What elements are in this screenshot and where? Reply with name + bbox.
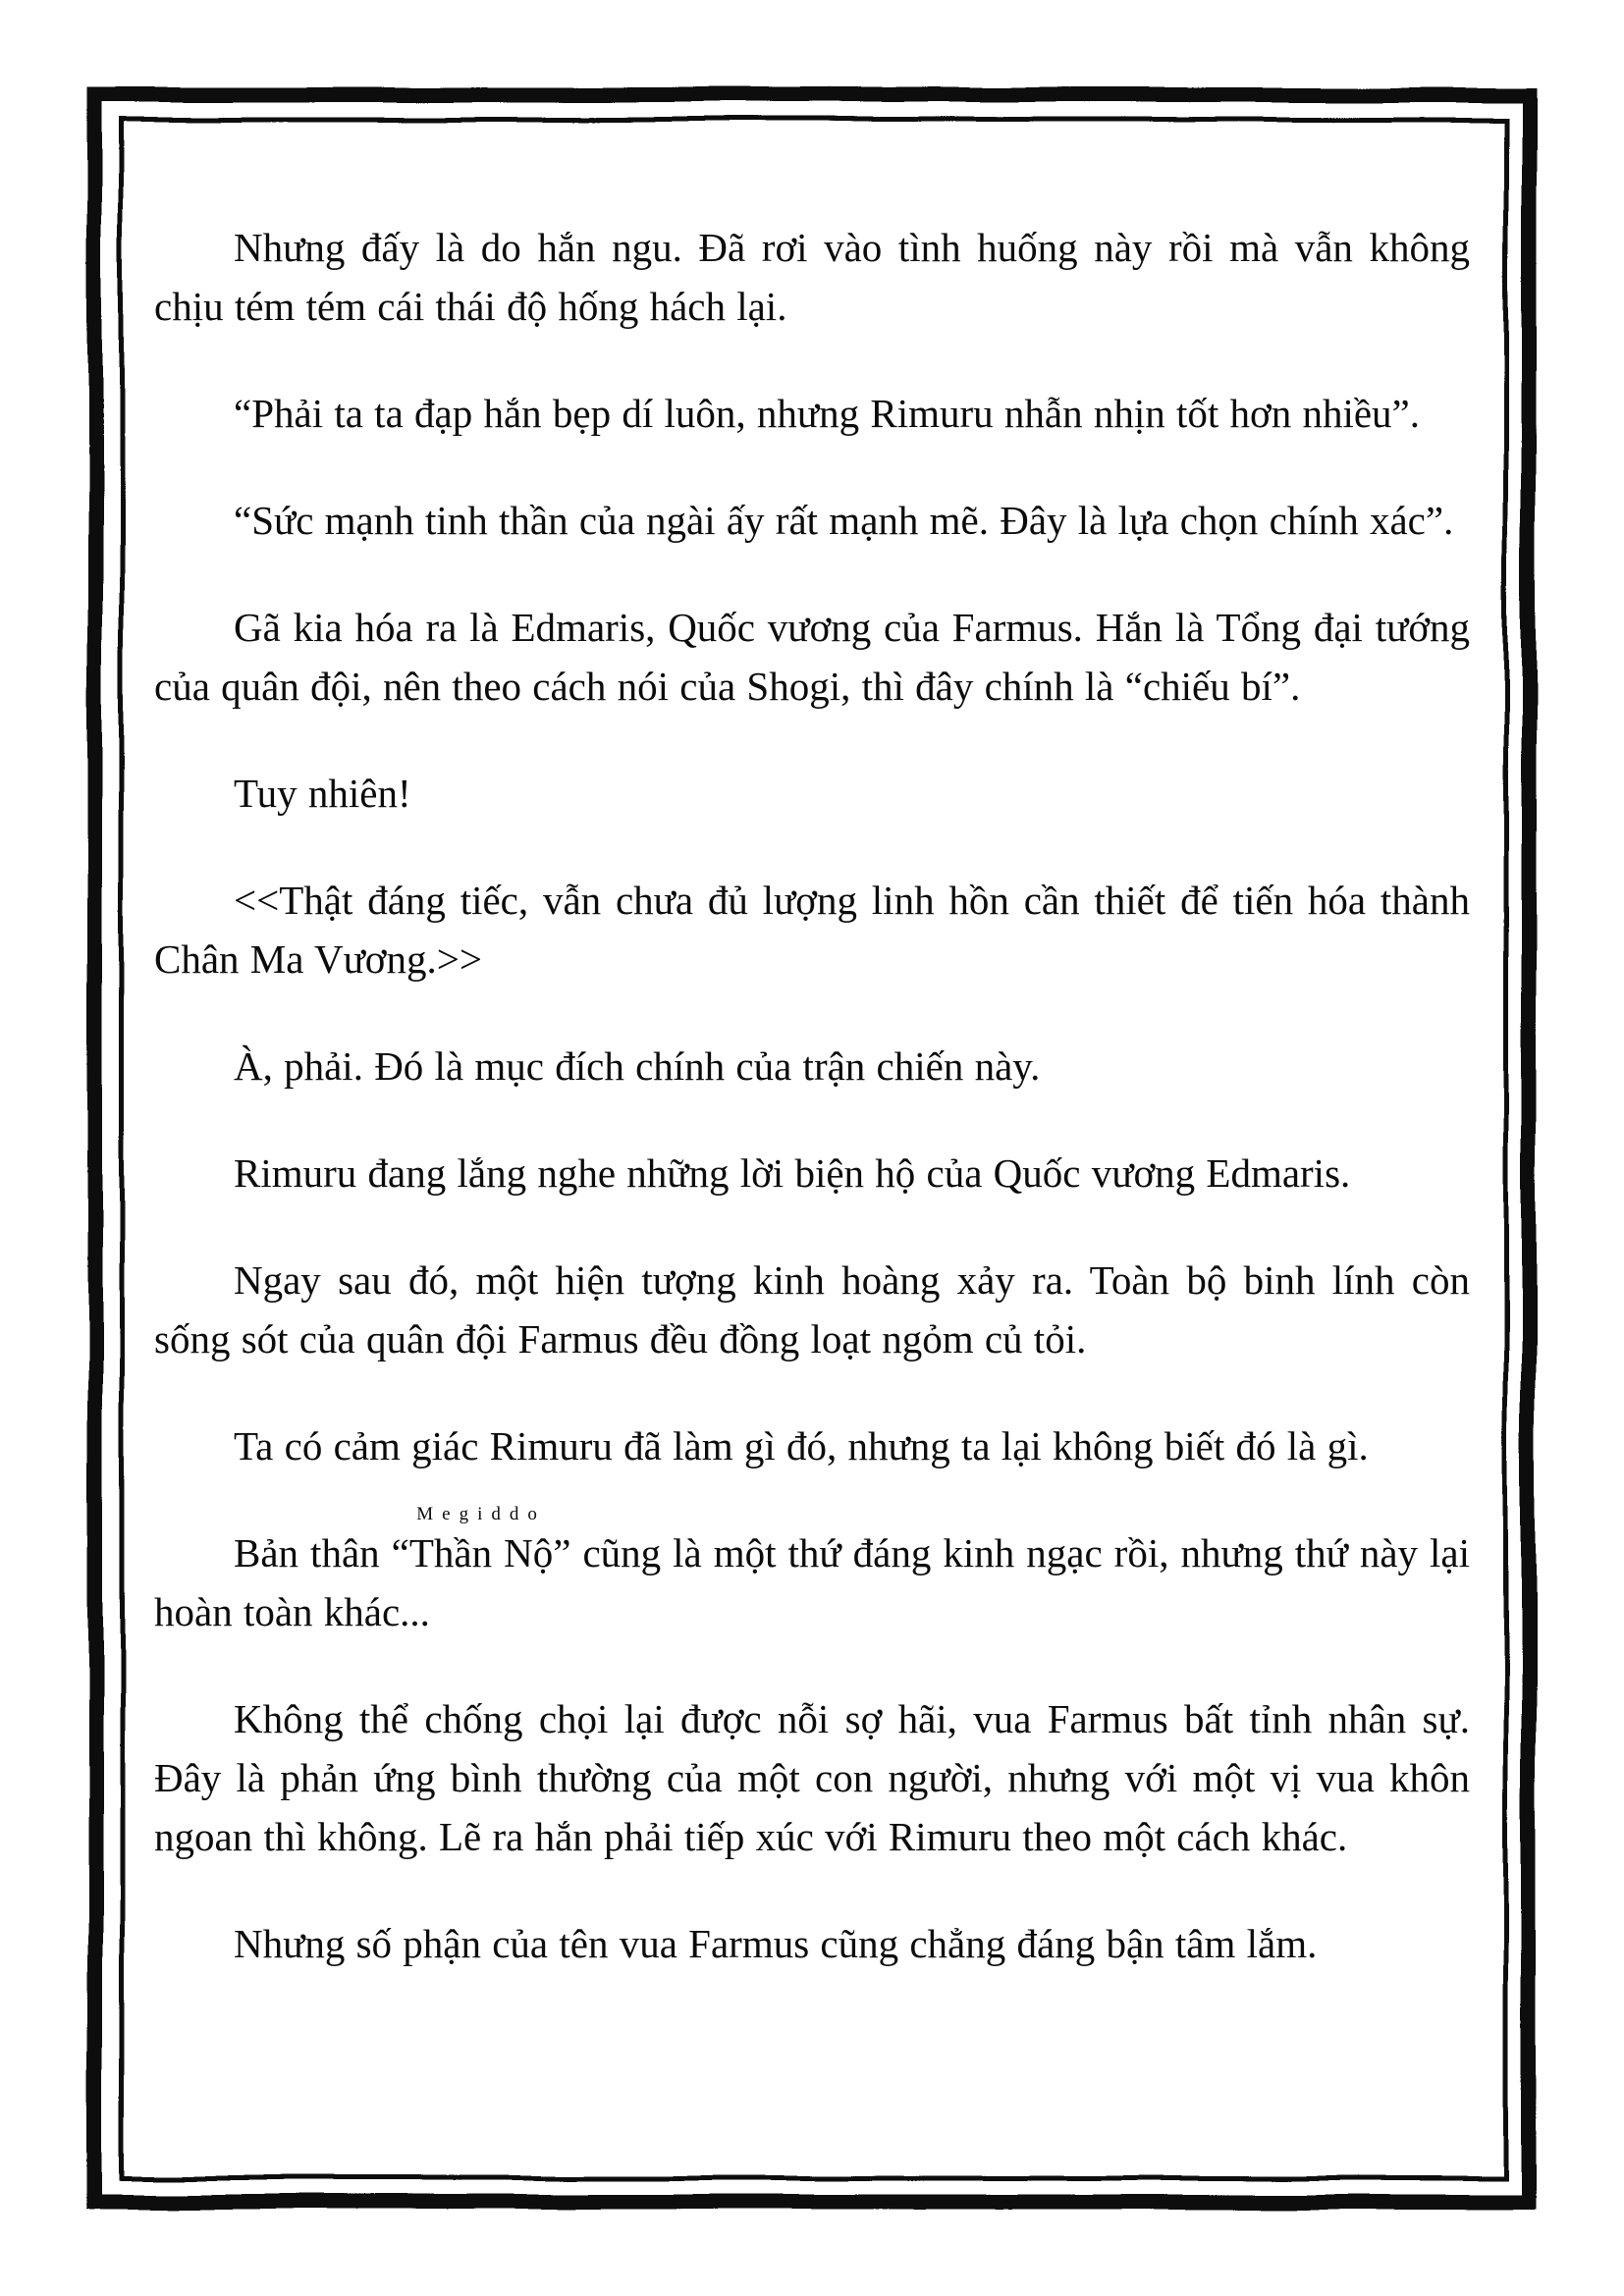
ruby-annotation-megiddo: Megiddo xyxy=(416,1504,546,1524)
text-block xyxy=(154,218,1470,2021)
paragraph-13: Nhưng số phận của tên vua Farmus cũng chẳng đáng bận tâm lắm. xyxy=(234,1921,1318,1966)
ruby-base-than-no: Thần Nộ xyxy=(408,1530,554,1575)
paragraph-2: “Phải ta ta đạp hắn bẹp dí luôn, nhưng Rimuru nhẫn nhịn tốt hơn nhiều”. xyxy=(234,391,1420,436)
paragraph-6: <<Thật đáng tiếc, vẫn chưa đủ lượng linh hồn cần thiết để tiến hóa thành Chân Ma Vương.>> xyxy=(154,878,1470,982)
paragraph-11-pre: Bản thân “ xyxy=(234,1530,409,1575)
paragraph-12: Không thể chống chọi lại được nỗi sợ hãi, vua Farmus bất tỉnh nhân sự. Đây là phản ứng bình thường của một con người, nhưng với một vị vua khôn ngoan thì không. Lẽ ra hắn phải tiếp xúc với Rimuru theo một cách khác. xyxy=(154,1696,1470,1859)
paragraph-10: Ta có cảm giác Rimuru đã làm gì đó, nhưng ta lại không biết đó là gì. xyxy=(234,1423,1369,1468)
paragraph-8: Rimuru đang lắng nghe những lời biện hộ của Quốc vương Edmaris. xyxy=(234,1150,1351,1196)
paragraph-4: Gã kia hóa ra là Edmaris, Quốc vương của Farmus. Hắn là Tổng đại tướng của quân đội, nên theo cách nói của Shogi, thì đây chính là “chiếu bí”. xyxy=(154,605,1470,709)
paragraph-11-post: ” cũng là một thứ đáng kinh ngạc rồi, nhưng thứ này lại hoàn toàn khác... xyxy=(154,1530,1471,1634)
paragraph-11 xyxy=(154,1504,1471,1641)
paragraph-9: Ngay sau đó, một hiện tượng kinh hoàng xảy ra. Toàn bộ binh lính còn sống sót của quân đội Farmus đều đồng loạt ngỏm củ tỏi. xyxy=(154,1257,1470,1362)
paragraph-1: Nhưng đấy là do hắn ngu. Đã rơi vào tình huống này rồi mà vẫn không chịu tém tém cái thái độ hống hách lại. xyxy=(154,225,1470,329)
paragraph-3: “Sức mạnh tinh thần của ngài ấy rất mạnh mẽ. Đây là lựa chọn chính xác”. xyxy=(234,498,1454,543)
paragraph-7: À, phải. Đó là mục đích chính của trận chiến này. xyxy=(234,1043,1041,1089)
ruby-annotated-term xyxy=(408,1504,554,1575)
paragraph-5: Tuy nhiên! xyxy=(234,771,411,816)
